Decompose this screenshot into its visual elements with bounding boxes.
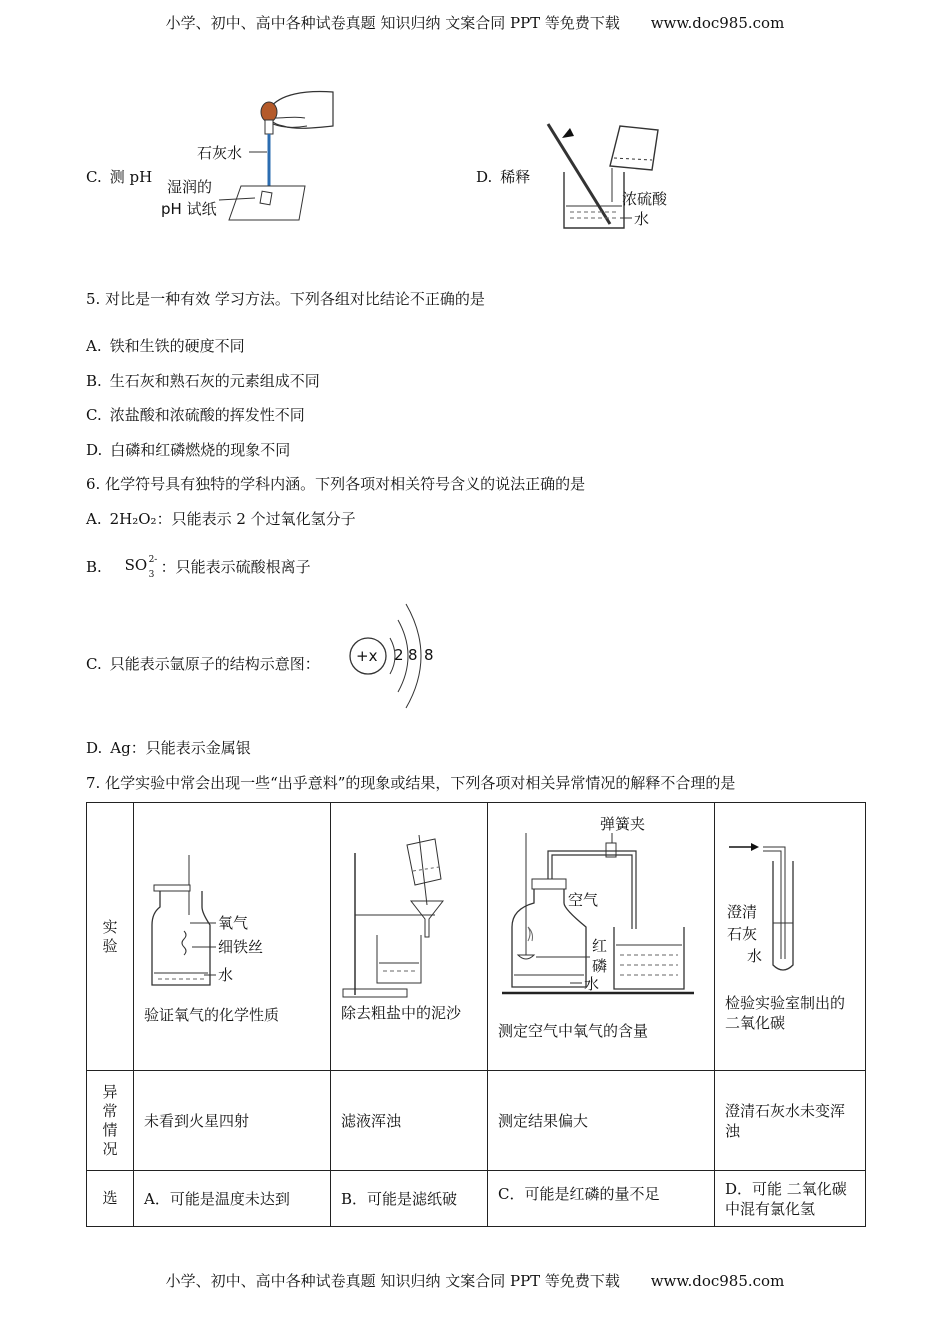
delivery-tube bbox=[763, 847, 785, 959]
acid-cup bbox=[610, 126, 658, 170]
dropper-collar bbox=[265, 120, 273, 134]
abnormal-cell: 澄清石灰水未变浑浊 bbox=[715, 1071, 866, 1171]
label-clear: 澄清 bbox=[727, 903, 758, 921]
header-url: www.doc985.com bbox=[650, 14, 785, 32]
atom-structure-diagram bbox=[344, 598, 444, 710]
q6-stem: 6. 化学符号具有独特的学科内涵。下列各项对相关符号含义的说法正确的是 bbox=[86, 475, 586, 493]
label-oxygen: 氧气 bbox=[218, 914, 249, 932]
nucleus-charge: +x bbox=[356, 647, 378, 665]
formula-superscript: 2- bbox=[148, 555, 158, 565]
option-text: 白磷和红磷燃烧的现象不同 bbox=[110, 441, 291, 459]
label-wet: 湿润的 bbox=[167, 178, 213, 196]
combustion-spoon bbox=[518, 955, 534, 959]
q4-option-d bbox=[476, 166, 530, 187]
experiment-caption: 检验实验室制出的二氧化碳 bbox=[725, 994, 846, 1032]
dropper-bulb-icon bbox=[261, 102, 277, 122]
ph-test-figure bbox=[155, 88, 335, 238]
coiled-wire bbox=[182, 931, 186, 955]
label-limewater: 石灰水 bbox=[197, 144, 243, 162]
q5-option-c bbox=[86, 404, 305, 425]
option-text: 铁和生铁的硬度不同 bbox=[109, 337, 245, 355]
choice-cell-a: A．可能是温度未达到 bbox=[134, 1171, 331, 1227]
q7-stem: 7. 化学实验中常会出现一些“出乎意料”的现象或结果，下列各项对相关异常情况的解释不合理的是 bbox=[86, 774, 736, 792]
option-letter: C. bbox=[86, 406, 102, 424]
q6-option-b bbox=[86, 555, 311, 580]
choice-cell-b: B．可能是滤纸破 bbox=[331, 1171, 488, 1227]
experiment-caption: 测定空气中氧气的含量 bbox=[498, 1022, 649, 1040]
option-text: 测 pH bbox=[109, 168, 153, 186]
option-letter: B. bbox=[86, 558, 102, 576]
bottle-lid bbox=[154, 885, 190, 891]
flame-icon bbox=[528, 927, 533, 941]
experiment-cell-b bbox=[331, 803, 488, 1071]
option-text: 稀释 bbox=[500, 168, 531, 186]
table-row-experiment bbox=[87, 803, 866, 1071]
iron-wire-figure bbox=[134, 825, 330, 1005]
test-tube bbox=[773, 861, 793, 970]
dilution-figure bbox=[540, 116, 690, 236]
abnormal-cell: 未看到火星四射 bbox=[134, 1071, 331, 1171]
finger-lines bbox=[273, 117, 307, 127]
q6-option-c bbox=[86, 653, 320, 674]
abnormal-cell: 测定结果偏大 bbox=[488, 1071, 715, 1171]
label-water: 水 bbox=[584, 975, 600, 993]
filtration-figure bbox=[331, 823, 487, 1003]
option-letter: D. bbox=[476, 168, 493, 186]
q5-option-a bbox=[86, 335, 245, 356]
label-spring-clip: 弹簧夹 bbox=[600, 815, 646, 833]
stand-base bbox=[343, 989, 407, 997]
ph-paper-strip bbox=[260, 191, 272, 205]
page-footer bbox=[0, 1270, 950, 1291]
connecting-tube bbox=[548, 851, 636, 929]
option-text: 只能表示氩原子的结构示意图： bbox=[109, 655, 320, 673]
shell-electron-count: 8 bbox=[424, 646, 434, 664]
label-air: 空气 bbox=[568, 891, 599, 909]
shell-electron-count: 2 bbox=[394, 646, 404, 664]
row-label: 实验 bbox=[87, 803, 134, 1071]
experiment-table bbox=[86, 802, 866, 1227]
option-letter: A. bbox=[86, 510, 102, 528]
footer-text: 小学、初中、高中各种试卷真题 知识归纳 文案合同 PPT 等免费下载 bbox=[165, 1272, 620, 1290]
header-text: 小学、初中、高中各种试卷真题 知识归纳 文案合同 PPT 等免费下载 bbox=[165, 14, 620, 32]
q5-option-b bbox=[86, 370, 320, 391]
label-lime: 石灰 bbox=[727, 925, 758, 943]
liquid-level bbox=[413, 867, 439, 871]
arrow-icon bbox=[751, 843, 759, 851]
q4-option-c bbox=[86, 166, 152, 187]
bottle-stopper bbox=[532, 879, 566, 889]
formula-base: SO bbox=[124, 556, 148, 574]
label-phosphorus: 磷 bbox=[592, 957, 608, 975]
q6-option-d bbox=[86, 737, 251, 758]
experiment-cell-d bbox=[715, 803, 866, 1071]
label-acid: 浓硫酸 bbox=[622, 190, 668, 208]
formula: 2H₂O₂ bbox=[109, 510, 157, 528]
label-water: 水 bbox=[218, 966, 234, 984]
abnormal-cell: 滤液浑浊 bbox=[331, 1071, 488, 1171]
formula-subscript: 3 bbox=[148, 570, 155, 580]
table-row-choice bbox=[87, 1171, 866, 1227]
experiment-caption: 除去粗盐中的泥沙 bbox=[341, 1004, 462, 1022]
delivery-tube bbox=[763, 851, 781, 959]
option-letter: D. bbox=[86, 739, 103, 757]
option-letter: A. bbox=[86, 337, 102, 355]
table-row-abnormal bbox=[87, 1071, 866, 1171]
label-iron-wire: 细铁丝 bbox=[218, 938, 264, 956]
q5-stem: 5. 对比是一种有效 学习方法。下列各组对比结论不正确的是 bbox=[86, 290, 485, 308]
option-letter: B. bbox=[86, 372, 102, 390]
choice-cell-c: C．可能是红磷的量不足 bbox=[488, 1171, 715, 1227]
q6-option-a bbox=[86, 508, 356, 529]
funnel bbox=[411, 901, 443, 937]
hand-shape bbox=[269, 92, 333, 129]
label-ph-paper: pH 试纸 bbox=[161, 200, 217, 218]
option-text: 浓盐酸和浓硫酸的挥发性不同 bbox=[109, 406, 305, 424]
option-letter: C. bbox=[86, 168, 102, 186]
shell-electron-count: 8 bbox=[408, 646, 418, 664]
row-label: 异常情况 bbox=[87, 1071, 134, 1171]
label-water: 水 bbox=[634, 210, 650, 228]
arrow-icon bbox=[562, 128, 574, 138]
label-red: 红 bbox=[592, 937, 608, 955]
receiving-beaker bbox=[377, 935, 421, 983]
option-text: 生石灰和熟石灰的元素组成不同 bbox=[109, 372, 320, 390]
glass-rod bbox=[548, 124, 610, 224]
oxygen-content-figure bbox=[488, 809, 714, 1009]
option-text: ：只能表示 2 个过氧化氢分子 bbox=[156, 510, 356, 528]
q5-option-d bbox=[86, 439, 290, 460]
footer-url: www.doc985.com bbox=[650, 1272, 785, 1290]
option-letter: C. bbox=[86, 655, 102, 673]
row-label: 选 bbox=[87, 1171, 134, 1227]
option-text: ：只能表示硫酸根离子 bbox=[160, 558, 311, 576]
choice-cell-d: D．可能 二氧化碳中混有氯化氢 bbox=[715, 1171, 866, 1227]
option-letter: D. bbox=[86, 441, 103, 459]
experiment-cell-c bbox=[488, 803, 715, 1071]
experiment-cell-a bbox=[134, 803, 331, 1071]
experiment-caption: 验证氧气的化学性质 bbox=[144, 1006, 280, 1024]
option-text: Ag：只能表示金属银 bbox=[110, 739, 251, 757]
label-water: 水 bbox=[747, 947, 763, 965]
page-header bbox=[0, 12, 950, 33]
acid-level bbox=[614, 158, 652, 160]
water-beaker bbox=[614, 927, 684, 989]
co2-test-figure bbox=[715, 813, 865, 993]
gas-bottle bbox=[152, 891, 210, 985]
